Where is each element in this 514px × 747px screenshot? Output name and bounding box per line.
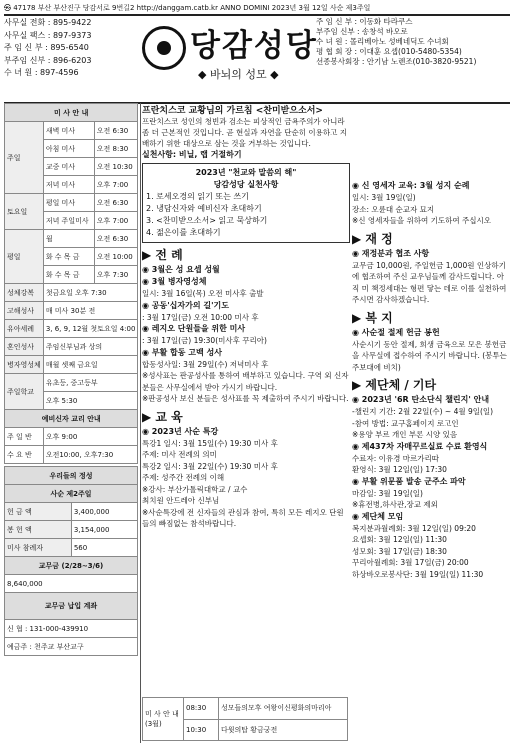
group-item: -챌린지 기간: 2월 22일(수) ~ 4월 9일(일) [352, 407, 494, 416]
youth-name: 주 일 반 [5, 428, 44, 446]
section-groups: ▶ 제단체 / 기타 [352, 378, 437, 392]
finance-item: ◉ 재정분과 협조 사항 [352, 248, 430, 258]
mass-name: 화 수 목 금 [43, 248, 94, 266]
group-item: ◉ 제단체 모임 [352, 511, 404, 521]
liturgy-item: ◉ 3월 병자영성체 [142, 277, 207, 286]
extra-value: 3, 6, 9, 12월 첫토요일 4:00 [43, 320, 138, 338]
education-item: 특강2 일시: 3월 22일(수) 19:30 미사 후 [142, 461, 278, 471]
group-item: 복지분과월례회: 3월 12일(일) 09:20 [352, 523, 476, 533]
finance-table [4, 466, 138, 656]
account-number: 신 협 : 131-000-439910 [5, 620, 138, 638]
mass-time: 오전 6:30 [94, 194, 138, 212]
plan-item: 3. <찬미받으소서> 읽고 묵상하기 [146, 216, 268, 225]
mass-name: 저녁 미사 [43, 176, 94, 194]
mass-time: 오전 10:30 [94, 158, 138, 176]
contact-line: 부주임 신부 : 896-6203 [4, 55, 92, 65]
right-item: ※신 영세자들을 위하여 기도하여 주십시오 [352, 216, 491, 225]
liturgy-item: : 3월 17일(금) 19:30(미사후 꾸리아) [142, 336, 267, 345]
staff-line: 평 협 회 장 : 이대훈 요셉(010-5480-5354) [316, 47, 462, 56]
finance-title: 우리들의 정성 [5, 467, 138, 485]
mass-time: 오전 10:00 [94, 248, 138, 266]
plan-box [142, 163, 350, 243]
mass-time: 오후 7:00 [94, 176, 138, 194]
education-item: 주제: 미사 전례의 의미 [142, 450, 217, 459]
liturgy-item: ◉ 공동'십자가의 길'기도 [142, 300, 230, 310]
finance-name: 헌 금 액 [5, 503, 72, 521]
middle-column [142, 103, 350, 743]
liturgy-item: ◉ 레지오 단원들을 위한 미사 [142, 324, 246, 333]
schedule-name: 다윗의탑 황금궁전 [219, 719, 348, 741]
plan-item: 1. 로세오경의 읽기 또는 쓰기 [146, 192, 249, 201]
education-item: ※사순특강에 전 신자들의 관심과 참여, 특히 모든 레지오 단원들의 빠짐없는 참석바랍니다. [142, 507, 344, 528]
schedule-name: 성모들의모후 여왕이신평화의마리아 [219, 698, 348, 720]
right-item: 일시: 3월 19일(일) [352, 193, 416, 202]
right-column [352, 180, 510, 740]
mass-name: 교중 미사 [43, 158, 94, 176]
group-item: 성모회: 3월 17일(금) 18:30 [352, 546, 447, 556]
staff-line: 수 녀 원 : 몰리베아노 성베네딕도 수녀회 [316, 37, 449, 46]
mass-time: 오전 6:30 [94, 122, 138, 140]
schedule-time: 10:30 [184, 719, 219, 741]
mass-name: 저녁 주일미사 [43, 212, 94, 230]
education-item: 특강1 일시: 3월 15일(수) 19:30 미사 후 [142, 438, 278, 448]
schedule-time: 08:30 [184, 698, 219, 720]
youth-time: 오전10:00, 오후7:30 [43, 446, 138, 464]
parish-logo-icon [142, 26, 186, 70]
account-holder: 예금주 : 천주교 부산교구 [5, 638, 138, 656]
parish-subtitle: ◆ 바뇌의 성모 ◆ [198, 68, 279, 81]
mass-name: 월 [43, 230, 94, 248]
liturgy-item: : 3월 17일(금) 오전 10:00 미사 후 [142, 312, 259, 322]
schedule-label: 미 사 안 내 (3월) [143, 698, 184, 741]
header-contacts [4, 17, 138, 80]
finance-period-value: 8,640,000 [5, 575, 138, 593]
header [4, 14, 510, 104]
section-education: ▶ 교 육 [142, 409, 183, 424]
mass-group: 평일 [5, 230, 44, 284]
group-item: ※용양 부르 개인 부론 시양 있음 [352, 430, 458, 439]
welfare-item: ◉ 사순절 절제 헌금 봉헌 [352, 327, 440, 337]
section-liturgy: ▶ 전 례 [142, 248, 183, 262]
contact-line: 주 임 신 부 : 895-6540 [4, 43, 89, 52]
extra-name: 고해성사 [5, 302, 44, 320]
extra-value: 첫금요일 오후 7:30 [43, 284, 138, 302]
liturgy-item: ※성사표는 판공성사를 통하여 배부하고 있습니다. 구역 외 신자분들은 사무실에서 받아 가시기 바랍니다. [142, 371, 349, 392]
extra-name: 병자영성체 [5, 356, 44, 374]
right-item: 장소: 오륜대 순교자 묘지 [352, 204, 435, 214]
header-staff [316, 17, 510, 67]
plan-item: 4. 젊은이를 초대하기 [146, 228, 221, 237]
finance-period: 교무금 (2/28~3/6) [5, 557, 138, 575]
group-item: 하상바오로봉사단: 3월 19일(일) 11:30 [352, 569, 484, 579]
left-column [4, 103, 141, 743]
mass-name: 새벽 미사 [43, 122, 94, 140]
plan-subtitle: 당감성당 실천사항 [213, 180, 279, 189]
group-item: 수료자: 이유경 마르가리따 [352, 453, 439, 463]
finance-item: 교무금 10,000원, 주일헌금 1,000원 인상하기에 협조하여 주신 교우님들께 감사드립니다. 아직 미 책정세대는 형편 닿는 데로 이를 실천하여 주시면 감사하겠습니다. [352, 260, 507, 304]
group-item: ※휴전병,하사관,장교 제외 [352, 500, 438, 509]
liturgy-item: ※판공성사 보신 분들은 성사표를 꼭 제출하여 주시기 바랍니다. [142, 394, 349, 403]
quote-text: 프란치스코 성인의 청빈과 검소는 피상적인 금욕주의가 아니라 좀 더 근본적인 것입니다. 곧 현실과 자연을 단순히 이용하고 지배하기 위한 대상으로 삼는 것을 거부하는 것입니다. [142, 117, 347, 148]
contact-line: 수 녀 원 : 897-4596 [4, 68, 79, 77]
group-item: ◉ 2023년 '6R 탄소단식 챌린지' 안내 [352, 395, 490, 404]
finance-name: 봉 헌 액 [5, 521, 72, 539]
youth-time: 오후 9:00 [43, 428, 138, 446]
mass-time: 오후 7:00 [94, 212, 138, 230]
group-item: 환영식: 3월 12일(일) 17:30 [352, 465, 447, 474]
education-item: ◉ 2023년 사순 특강 [142, 426, 219, 436]
finance-value: 560 [71, 539, 137, 557]
welfare-item: 사순시기 동안 절제, 희생 금육으로 모은 봉헌금을 사무실에 접수하여 주시기 바랍니다. (봉투는 주보대에 비치) [352, 339, 507, 372]
youth-name: 수 요 반 [5, 446, 44, 464]
group-item: ◉ 제437차 자매꾸르실료 수료 환영식 [352, 441, 488, 451]
group-item: 꾸리아월례회: 3월 17일(금) 20:00 [352, 558, 469, 567]
header-title-block [142, 18, 318, 98]
mass-table [4, 103, 138, 464]
top-address-line: ㉿ 47178 부산 부산진구 당감서로 9번길2 http://danggam.catb.kr ANNO DOMINI 2023년 3월 12일 사순 제3주일 [4, 4, 371, 12]
extra-value: 매 미사 30분 전 [43, 302, 138, 320]
account-title: 교무금 납입 계좌 [5, 593, 138, 620]
finance-value: 3,154,000 [71, 521, 137, 539]
extra-name: 혼인성사 [5, 338, 44, 356]
mass-time: 오후 7:30 [94, 266, 138, 284]
parish-title: 당감성당 [190, 28, 318, 64]
mass-title: 미 사 안 내 [5, 104, 138, 122]
youth-title: 예비신자 교리 안내 [5, 410, 138, 428]
quote-title: 프란치스코 교황님의 가르침 <찬미받으소서> [142, 106, 323, 116]
section-finance: ▶ 재 정 [352, 231, 393, 246]
mass-name: 화 수 목 금 [43, 266, 94, 284]
education-item: 주제: 성주간 전례의 이해 [142, 473, 225, 482]
liturgy-item: ◉ 3월은 성 요셉 성월 [142, 265, 220, 274]
mass-schedule-box [142, 697, 352, 743]
liturgy-item: 일시: 3월 16일(목) 오전 미사후 출발 [142, 289, 264, 298]
finance-subtitle: 사순 제2주일 [5, 485, 138, 503]
plan-item: 2. 냉담신자와 예비신자 초대하기 [146, 204, 262, 213]
staff-line: 부주임 신부 : 송창석 바오로 [316, 27, 408, 36]
group-item: 요셉회: 3월 12일(일) 11:30 [352, 535, 447, 544]
staff-line: 선종봉사회장 : 안기남 노렌조(010-3820-9521) [316, 57, 477, 66]
group-item: 마감일: 3월 19일(일) [352, 488, 423, 498]
group-item: ◉ 부활 위문품 발송 군주소 파악 [352, 476, 466, 486]
mass-name: 아침 미사 [43, 140, 94, 158]
extra-value: 주임신부님과 상의 [43, 338, 138, 356]
school-time: 오후 5:30 [43, 392, 138, 410]
extra-value: 매월 셋째 금요일 [43, 356, 138, 374]
practice-text: 실천사항: 비닐, 랩 거절하기 [142, 150, 242, 159]
staff-line: 주 임 신 부 : 이동화 타라쿠스 [316, 17, 413, 26]
liturgy-item: 합동성사일: 3월 29일(수) 저녁미사 후 [142, 359, 269, 369]
mass-group: 주일 [5, 122, 44, 194]
education-item: ※강사: 부산가톨릭대학교 / 교수 [142, 484, 248, 494]
education-item: 최치원 안드레아 신부님 [142, 496, 220, 505]
extra-name: 유아세례 [5, 320, 44, 338]
mass-group: 토요일 [5, 194, 44, 230]
plan-title: 2023년 "천교와 말씀의 해" [195, 168, 297, 177]
school-name: 유초등, 중고등부 [43, 374, 138, 392]
contact-line: 사무실 전화 : 895-9422 [4, 18, 92, 27]
section-welfare: ▶ 복 지 [352, 310, 393, 325]
finance-value: 3,400,000 [71, 503, 137, 521]
right-item: ◉ 신 영세자 교육: 3월 성지 순례 [352, 181, 470, 190]
mass-name: 평일 미사 [43, 194, 94, 212]
contact-line: 사무실 팩스 : 897-9373 [4, 30, 92, 40]
finance-name: 미사 참례자 [5, 539, 72, 557]
extra-name: 성체강복 [5, 284, 44, 302]
group-item: -참여 방법: 교구홈페이지 로고인 [352, 418, 459, 428]
liturgy-item: ◉ 부활 합동 고백 성사 [142, 347, 222, 357]
mass-time: 오전 8:30 [94, 140, 138, 158]
mass-time: 오전 6:30 [94, 230, 138, 248]
school-label: 주일학교 [5, 374, 44, 410]
